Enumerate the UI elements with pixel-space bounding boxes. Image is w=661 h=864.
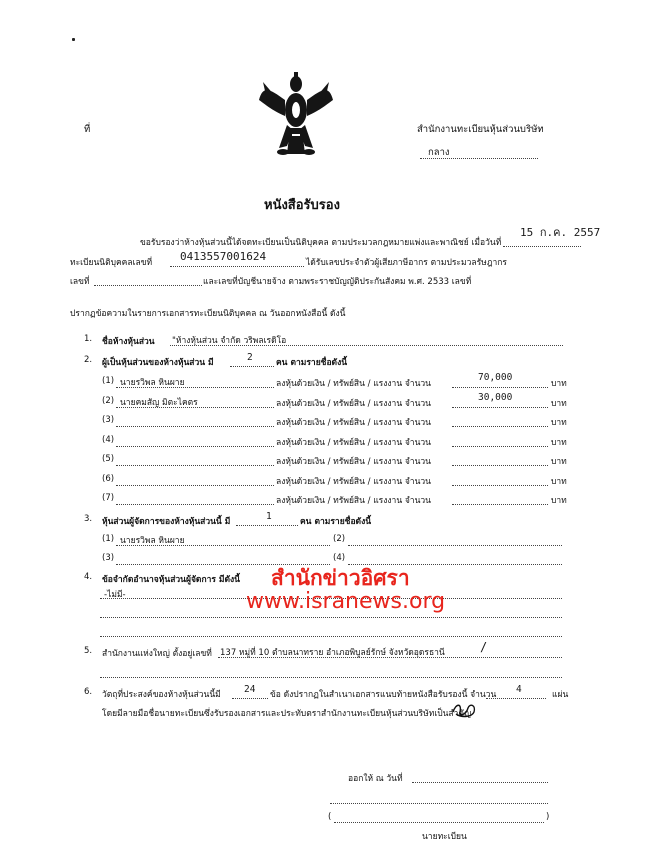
scan-speck bbox=[72, 38, 75, 41]
initials-signature-icon bbox=[450, 700, 480, 720]
check-mark-icon: / bbox=[480, 640, 488, 654]
watermark-name: สำนักข่าวอิศรา bbox=[271, 566, 410, 590]
intro-line2-tail: ได้รับเลขประจำตัวผู้เสียภาษีอากร ตามประมวลรัษฎากร bbox=[306, 258, 507, 268]
registrar-office: สำนักงานทะเบียนหุ้นส่วนบริษัท bbox=[417, 124, 544, 135]
appear-text: ปรากฏข้อความในรายการเอกสารทะเบียนนิติบุคคล ณ วันออกหนังสือนี้ ดังนี้ bbox=[70, 309, 346, 319]
item3-count-line bbox=[236, 525, 298, 526]
item2-number: 2. bbox=[84, 355, 93, 365]
item2-count-line bbox=[230, 366, 274, 367]
intro-line3-tail: และเลขที่บัญชีนายจ้าง ตามพระราชบัญญัติประกันสังคม พ.ศ. 2533 เลขที่ bbox=[203, 277, 472, 287]
item5-number: 5. bbox=[84, 646, 93, 656]
ti-label: ที่ bbox=[84, 124, 91, 135]
registrar-paren-open: ( bbox=[328, 812, 332, 822]
manager-index-2: (2) bbox=[333, 534, 346, 544]
registrar-name-line bbox=[334, 822, 544, 823]
partner-index: (2) bbox=[102, 396, 115, 406]
partner-count: 2 bbox=[247, 352, 253, 363]
partner-amount-line bbox=[452, 426, 548, 427]
intro-line3-head: เลขที่ bbox=[70, 277, 90, 287]
partner-amount-line bbox=[452, 446, 548, 447]
date-line bbox=[503, 246, 581, 247]
item6-label: วัตถุที่ประสงค์ของห้างหุ้นส่วนนี้มี bbox=[102, 690, 221, 700]
partner-index: (6) bbox=[102, 474, 115, 484]
partner-amount-unit: บาท bbox=[551, 496, 567, 506]
manager-restrictions: -ไม่มี- bbox=[104, 590, 126, 600]
item3-label: หุ้นส่วนผู้จัดการของห้างหุ้นส่วนนี้ มี bbox=[102, 517, 231, 527]
watermark-url: www.isranews.org bbox=[246, 589, 446, 614]
partner-index: (5) bbox=[102, 454, 115, 464]
partner-amount-unit: บาท bbox=[551, 399, 567, 409]
partner-amount-line bbox=[452, 407, 548, 408]
partner-contribution-label: ลงหุ้นด้วยเงิน / ทรัพย์สิน / แรงงาน จำนวน bbox=[276, 399, 431, 409]
reg-no-line bbox=[170, 266, 304, 267]
partner-amount: 70,000 bbox=[478, 372, 513, 383]
partner-amount-unit: บาท bbox=[551, 379, 567, 389]
registration-number: 0413557001624 bbox=[180, 250, 267, 263]
manager-name: นายรวิพล หินผาย bbox=[120, 536, 185, 546]
item6-count-line bbox=[232, 698, 268, 699]
item3-number: 3. bbox=[84, 514, 93, 524]
manager-index: (1) bbox=[102, 534, 115, 544]
partner-index: (3) bbox=[102, 415, 115, 425]
manager-name-line-2 bbox=[348, 545, 562, 546]
item2-tail: คน ตามรายชื่อดังนี้ bbox=[276, 358, 348, 368]
partner-contribution-label: ลงหุ้นด้วยเงิน / ทรัพย์สิน / แรงงาน จำนวน bbox=[276, 438, 431, 448]
item5-line-1 bbox=[218, 657, 562, 658]
partner-amount: 30,000 bbox=[478, 392, 513, 403]
item6-number: 6. bbox=[84, 687, 93, 697]
partner-amount-unit: บาท bbox=[551, 418, 567, 428]
attached-pages: 4 bbox=[516, 684, 522, 695]
partner-amount-unit: บาท bbox=[551, 477, 567, 487]
item4-line-2 bbox=[100, 617, 562, 618]
partner-name-line bbox=[116, 426, 274, 427]
partner-index: (7) bbox=[102, 493, 115, 503]
manager-count: 1 bbox=[266, 511, 272, 522]
item2-label: ผู้เป็นหุ้นส่วนของห้างหุ้นส่วน มี bbox=[102, 358, 214, 368]
item6-mid: ข้อ ดังปรากฏในสำเนาเอกสารแนบท้ายหนังสือรับรองนี้ จำนวน bbox=[270, 690, 497, 700]
issued-date-label: ออกให้ ณ วันที่ bbox=[348, 774, 403, 784]
registrar-paren-close: ) bbox=[546, 812, 550, 822]
partner-contribution-label: ลงหุ้นด้วยเงิน / ทรัพย์สิน / แรงงาน จำนวน bbox=[276, 457, 431, 467]
document-title: หนังสือรับรอง bbox=[264, 198, 340, 213]
registrar-title: นายทะเบียน bbox=[422, 832, 467, 842]
item4-line-3 bbox=[100, 636, 562, 637]
partner-index: (1) bbox=[102, 376, 115, 386]
partner-name: นายรวิพล หินผาย bbox=[120, 378, 185, 388]
objectives-count: 24 bbox=[244, 684, 256, 695]
item6-tail: แผ่น bbox=[552, 690, 569, 700]
partner-amount-line bbox=[452, 387, 548, 388]
partner-index: (4) bbox=[102, 435, 115, 445]
item3-tail: คน ตามรายชื่อดังนี้ bbox=[300, 517, 372, 527]
partner-contribution-label: ลงหุ้นด้วยเงิน / ทรัพย์สิน / แรงงาน จำนวน bbox=[276, 418, 431, 428]
intro-line1: ขอรับรองว่าห้างหุ้นส่วนนี้ได้จดทะเบียนเป็นนิติบุคคล ตามประมวลกฎหมายแพ่งและพาณิชย์ เมื่อวันที่ bbox=[140, 238, 502, 248]
partner-contribution-label: ลงหุ้นด้วยเงิน / ทรัพย์สิน / แรงงาน จำนวน bbox=[276, 379, 431, 389]
item6-pages-line bbox=[486, 698, 546, 699]
partner-name-line bbox=[116, 446, 274, 447]
head-office-address: 137 หมู่ที่ 10 ตำบลนาทราย อำเภอพิบูลย์รักษ์ จังหวัดอุดรธานี bbox=[220, 648, 445, 658]
partner-contribution-label: ลงหุ้นด้วยเงิน / ทรัพย์สิน / แรงงาน จำนวน bbox=[276, 496, 431, 506]
item5-label: สำนักงานแห่งใหญ่ ตั้งอยู่เลขที่ bbox=[102, 649, 212, 659]
partner-name-line bbox=[116, 465, 274, 466]
partner-name-line bbox=[116, 504, 274, 505]
garuda-emblem-icon bbox=[257, 70, 335, 162]
partnership-name: "ห้างหุ้นส่วน จำกัด วริพลเรดิโอ bbox=[172, 336, 287, 346]
partner-amount-line bbox=[452, 465, 548, 466]
item4-label: ข้อจำกัดอำนาจหุ้นส่วนผู้จัดการ มีดังนี้ bbox=[102, 575, 240, 585]
item6-line2: โดยมีลายมือชื่อนายทะเบียนซึ่งรับรองเอกสารและประทับตราสำนักงานทะเบียนหุ้นส่วนบริษัทเป็นสำคัญ bbox=[102, 709, 472, 719]
item5-line-2 bbox=[100, 677, 562, 678]
partner-name-line bbox=[116, 485, 274, 486]
item4-number: 4. bbox=[84, 572, 93, 582]
partner-amount-unit: บาท bbox=[551, 457, 567, 467]
registration-date: 15 ก.ค. 2557 bbox=[520, 226, 601, 239]
issued-date-line bbox=[412, 782, 548, 783]
manager-index: (3) bbox=[102, 553, 115, 563]
item1-label: ชื่อห้างหุ้นส่วน bbox=[102, 337, 155, 347]
reg-label: ทะเบียนนิติบุคคลเลขที่ bbox=[70, 258, 153, 268]
partner-amount-line bbox=[452, 504, 548, 505]
partner-contribution-label: ลงหุ้นด้วยเงิน / ทรัพย์สิน / แรงงาน จำนวน bbox=[276, 477, 431, 487]
item1-number: 1. bbox=[84, 334, 93, 344]
partner-name: นายคมสัญ มิตะไคตร bbox=[120, 398, 198, 408]
manager-index-2: (4) bbox=[333, 553, 346, 563]
office-branch: กลาง bbox=[428, 147, 450, 158]
partner-amount-line bbox=[452, 485, 548, 486]
partner-amount-unit: บาท bbox=[551, 438, 567, 448]
registrar-signature-line bbox=[330, 803, 548, 804]
tax-id-line bbox=[94, 285, 202, 286]
